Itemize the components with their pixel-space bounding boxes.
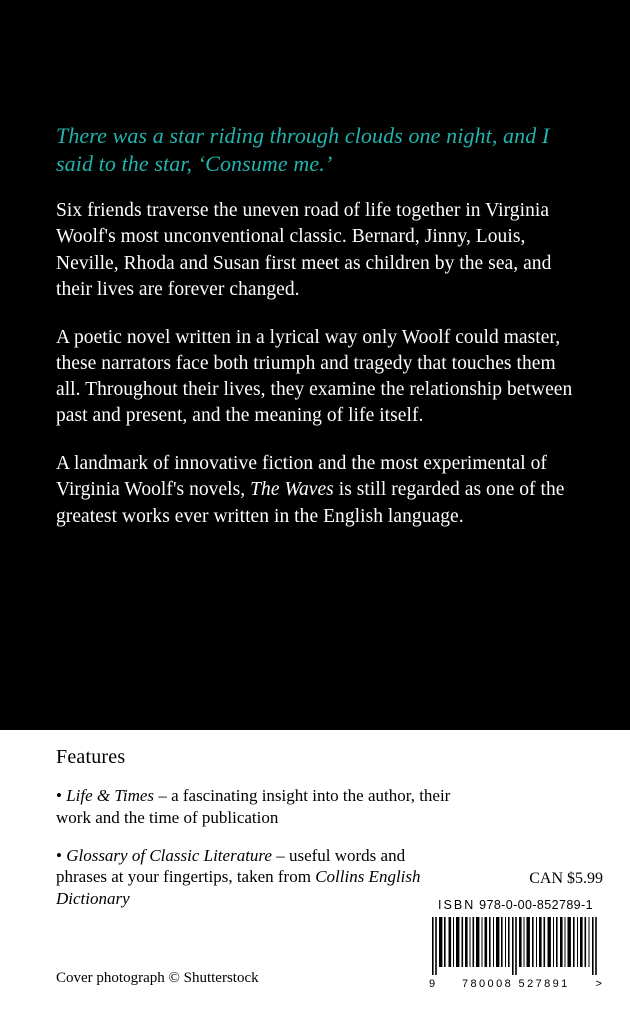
isbn-block	[428, 898, 603, 990]
barcode-digit-main: 780008 527891	[462, 978, 570, 990]
final-paragraph-lead: A landmark of innovative fiction and the most experimental of Virginia Woolf's novels,	[56, 453, 547, 501]
isbn-number: 978-0-00-852789-1	[479, 898, 593, 912]
feature-bullet-2: •	[56, 845, 67, 865]
isbn-label: ISBN	[438, 898, 476, 912]
feature-text-2: – useful words and phrases at your fingertips, taken from	[56, 845, 406, 887]
blurb-paragraph-1: Six friends traverse the uneven road of life together in Virginia Woolf's most unconventional classic. Bernard, Jinny, Louis, Neville, Rhoda and Susan first meet as children by the sea, and their lives are forever changed.	[56, 200, 552, 300]
feature-item-2	[56, 845, 456, 910]
feature-source-2: Collins English Dictionary	[56, 867, 421, 908]
barcode-digits	[428, 978, 603, 990]
feature-title-1: Life & Times	[66, 786, 155, 805]
feature-bullet-1: •	[56, 786, 67, 805]
barcode-image	[428, 915, 603, 977]
blurb-block	[56, 122, 576, 530]
photo-credit: Cover photograph © Shutterstock	[56, 970, 259, 986]
price-label: CAN $5.99	[529, 870, 603, 887]
barcode-digit-lead: 9	[429, 978, 436, 990]
features-heading: Features	[56, 746, 126, 768]
isbn-text	[428, 898, 603, 912]
features-block	[56, 746, 456, 926]
blurb-paragraph-3	[56, 451, 576, 529]
final-paragraph-tail: is still regarded as one of the greatest works ever written in the English language.	[56, 479, 565, 527]
book-title-mention: The Waves	[250, 479, 334, 501]
blurb-paragraph-2: A poetic novel written in a lyrical way only Woolf could master, these narrators face both triumph and tragedy that touches them all. Throughout their lives, they examine the relationship between past and present, and the meaning of life itself.	[56, 326, 573, 427]
white-panel	[0, 730, 630, 1020]
feature-title-2: Glossary of Classic Literature	[66, 845, 272, 865]
barcode-digit-tail: >	[595, 978, 602, 990]
pull-quote: There was a star riding through clouds one night, and I said to the star, ‘Consume me.’	[56, 123, 550, 177]
feature-item-1	[56, 785, 456, 829]
feature-text-1: – a fascinating insight into the author, their work and the time of publication	[56, 786, 451, 827]
